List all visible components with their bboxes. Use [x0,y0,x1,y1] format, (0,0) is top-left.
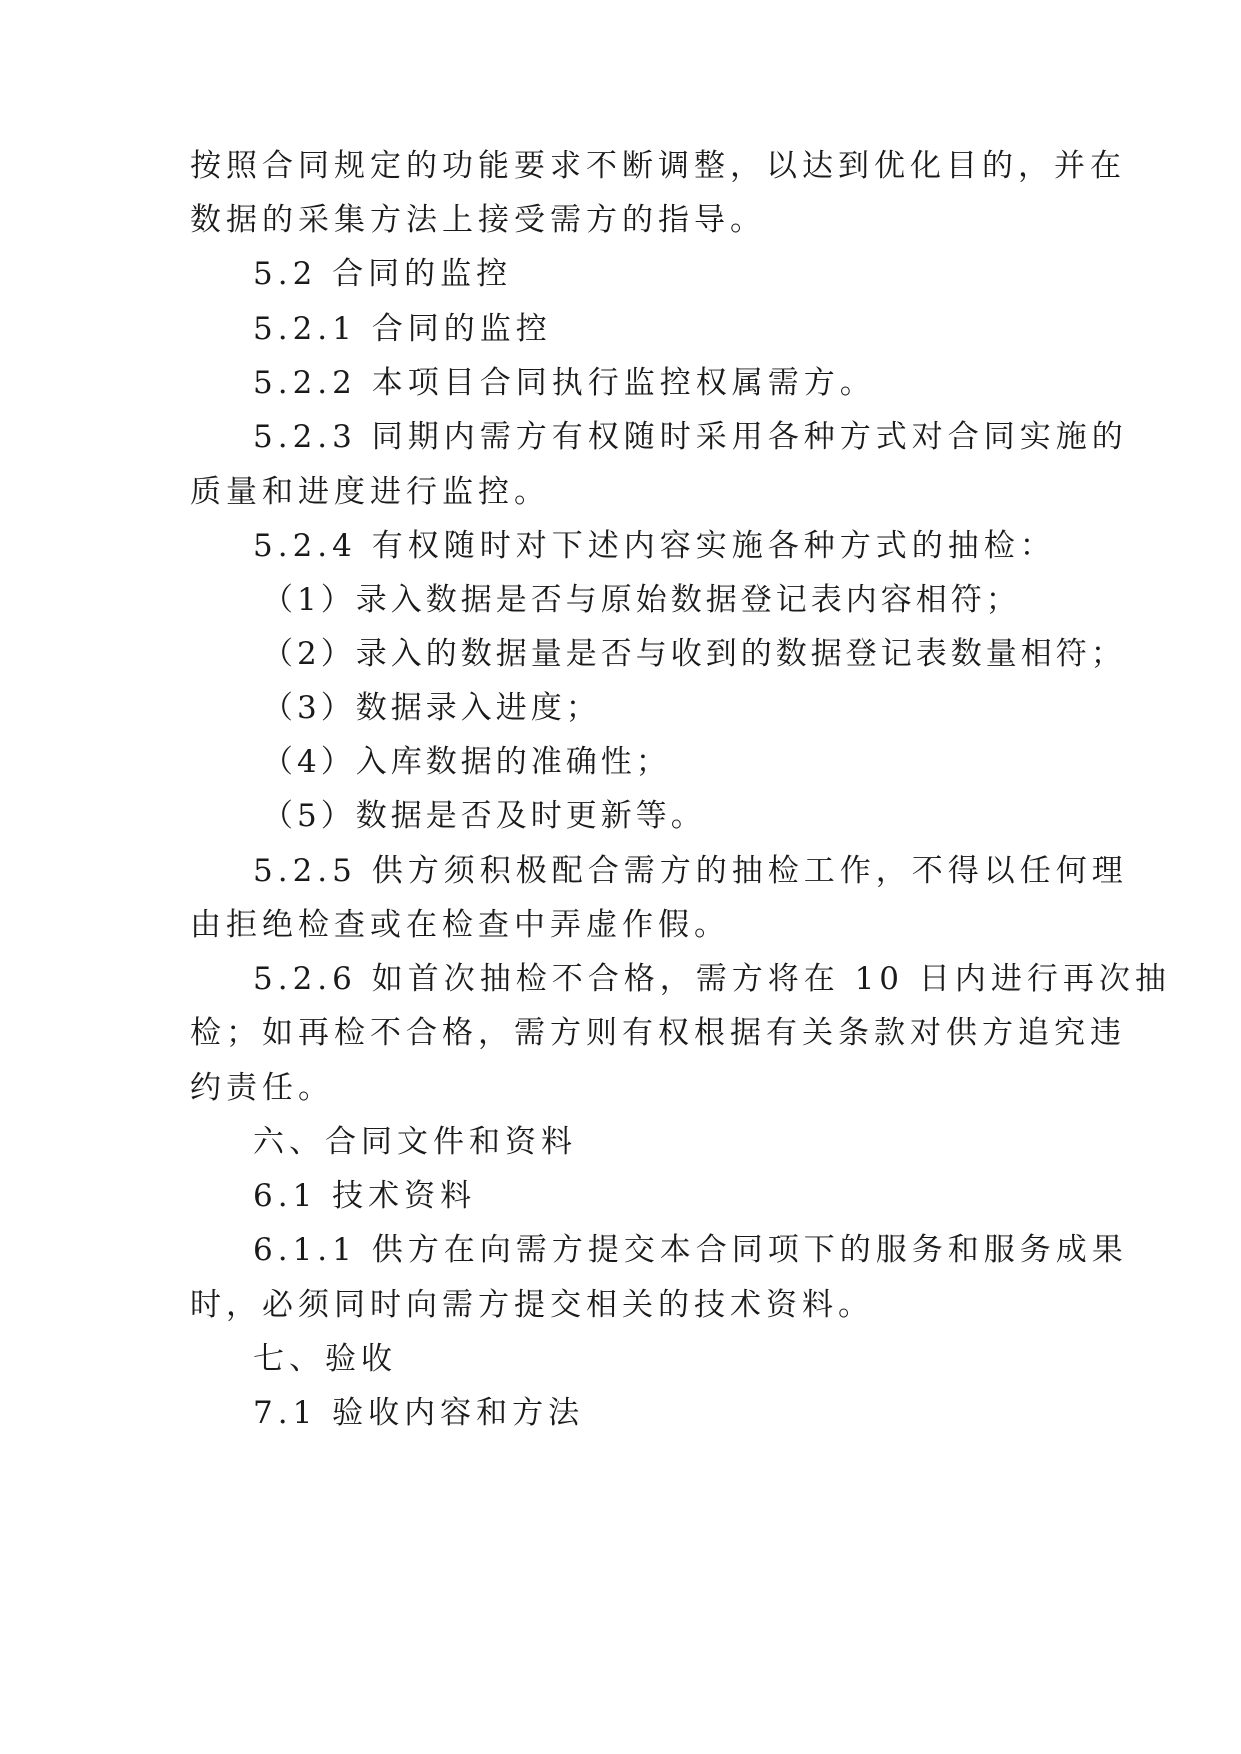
clause-line: 5.2.3 同期内需方有权随时采用各种方式对合同实施的 [253,419,1128,455]
section-heading: 5.2 合同的监控 [253,256,513,292]
clause-line: 检；如再检不合格，需方则有权根据有关条款对供方追究违 [190,1015,1126,1051]
list-item: （1）录入数据是否与原始数据登记表内容相符； [262,582,1021,618]
clause-line: 5.2.6 如首次抽检不合格，需方将在 10 日内进行再次抽 [253,961,1171,997]
clause-line: 5.2.5 供方须积极配合需方的抽检工作，不得以任何理 [253,853,1128,889]
paragraph-line: 按照合同规定的功能要求不断调整，以达到优化目的，并在 [190,148,1126,184]
list-item: （2）录入的数据量是否与收到的数据登记表数量相符； [262,636,1126,672]
paragraph-line: 数据的采集方法上接受需方的指导。 [190,202,766,238]
clause-line: 由拒绝检查或在检查中弄虚作假。 [190,907,730,943]
clause-line: 时，必须同时向需方提交相关的技术资料。 [190,1287,874,1323]
list-item: （4）入库数据的准确性； [262,744,671,780]
clause-line: 质量和进度进行监控。 [190,474,550,510]
list-item: （3）数据录入进度； [262,690,601,726]
clause-line: 6.1.1 供方在向需方提交本合同项下的服务和服务成果 [253,1232,1128,1268]
section-heading: 7.1 验收内容和方法 [253,1395,585,1431]
chapter-heading: 六、合同文件和资料 [253,1124,577,1160]
section-heading: 6.1 技术资料 [253,1178,477,1214]
clause-line: 约责任。 [190,1070,334,1106]
section-heading: 5.2.1 合同的监控 [253,311,552,347]
clause-line: 5.2.4 有权随时对下述内容实施各种方式的抽检： [253,528,1056,564]
list-item: （5）数据是否及时更新等。 [262,798,706,834]
clause-line: 5.2.2 本项目合同执行监控权属需方。 [253,365,876,401]
chapter-heading: 七、验收 [253,1341,397,1377]
